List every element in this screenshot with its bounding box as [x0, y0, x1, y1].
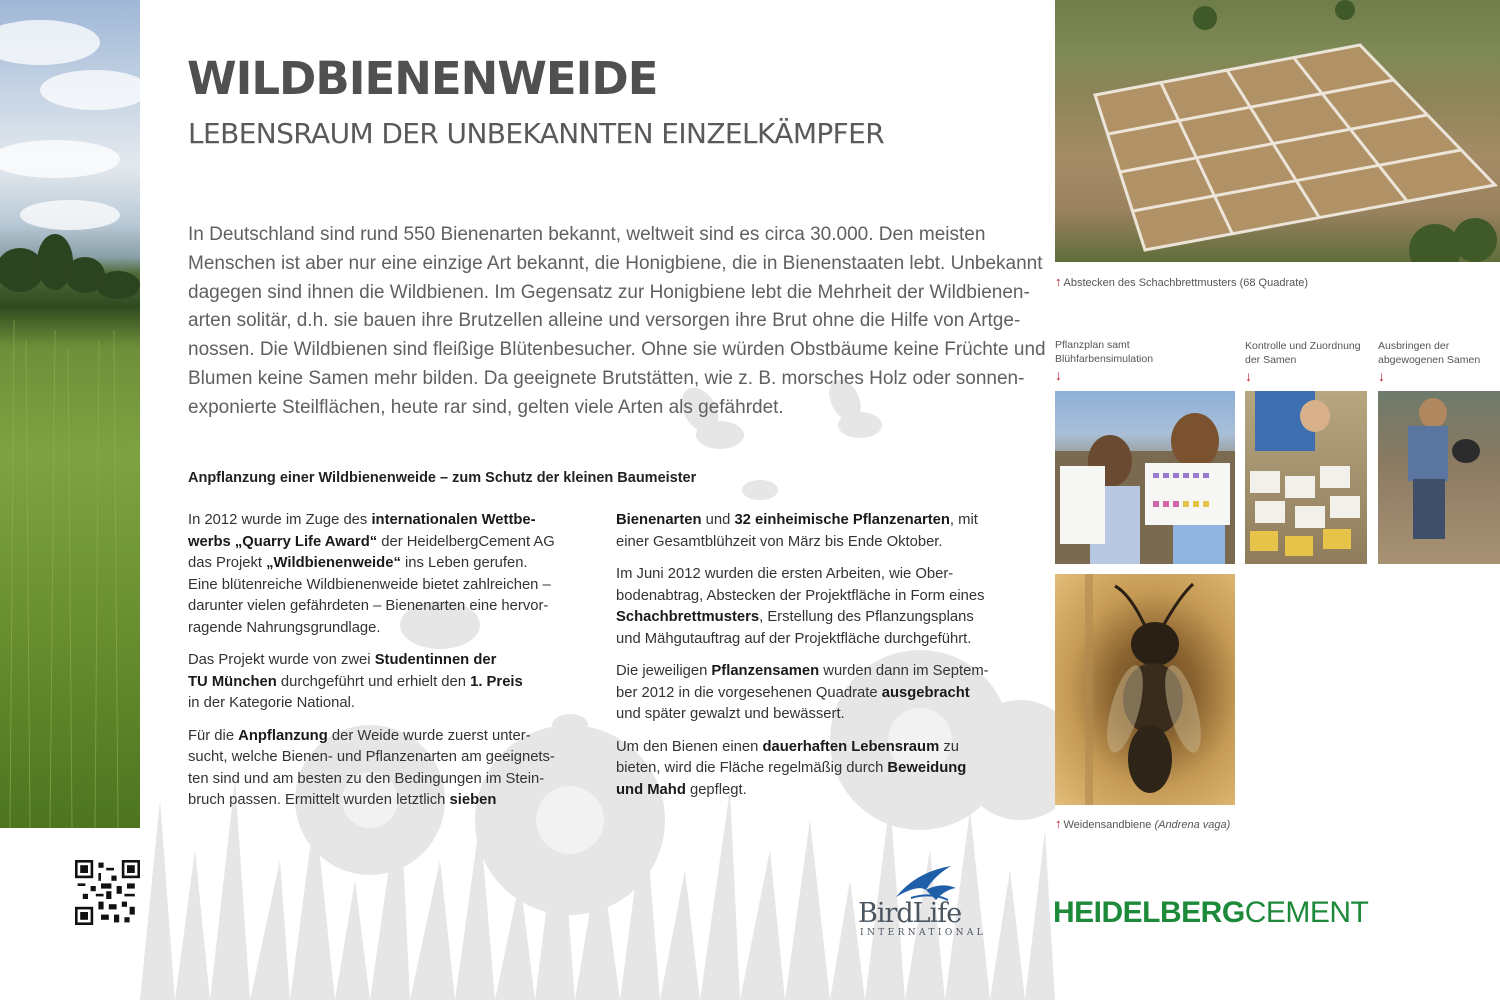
intro-line: Menschen ist aber nur eine einzige Art bekannt, die Honigbiene, die in Bienenstaaten lebt. Unbekannt: [188, 252, 1043, 274]
page-subtitle: LEBENSRAUM DER UNBEKANNTEN EINZELKÄMPFER: [188, 117, 885, 150]
students-plan-photo: [1055, 391, 1235, 564]
label-seed-sowing: Ausbringen der abgewogenen Samen ↓: [1378, 340, 1481, 384]
seed-sorting-photo: [1245, 391, 1367, 564]
intro-line: dagegen sind ihnen die Wildbienen. Im Gegensatz zur Honigbiene lebt die Mehrheit der Wildbienen-: [188, 281, 1030, 303]
arrow-down-icon: ↓: [1378, 368, 1385, 384]
intro-paragraph: [188, 221, 1046, 423]
body-column-right: [616, 510, 1036, 812]
heidelbergcement-logo: HEIDELBERGCEMENT: [1053, 896, 1369, 929]
intro-line: nossen. Die Wildbienen sind fleißige Blütenbesucher. Ohne sie würden Obstbäume keine Früchte und: [188, 339, 1046, 361]
arrow-down-icon: ↓: [1245, 368, 1252, 384]
label-seed-check: Kontrolle und Zuordnung der Samen ↓: [1245, 340, 1361, 384]
intro-line: In Deutschland sind rund 550 Bienenarten bekannt, weltweit sind es circa 30.000. Den meisten: [188, 224, 986, 245]
body-paragraph: Bienenarten und 32 einheimische Pflanzenarten, mit einer Gesamtblühzeit von März bis Ende Oktober.: [616, 512, 978, 550]
birdlife-wordmark: BirdLife: [858, 898, 962, 929]
body-paragraph: In 2012 wurde im Zuge des internationalen Wettbe- werbs „Quarry Life Award“ der HeidelbergCement AG das Projekt „Wildbienenweide“ ins Leben gerufen. Eine blütenreiche Wildbienenweide bietet zahlreichen – darunter vielen gefährdeten – Bienenarten eine hervor- ragende Nahrungsgrundlage.: [188, 512, 555, 636]
field-grid-photo: [1055, 0, 1500, 262]
body-paragraph: Die jeweiligen Pflanzensamen wurden dann im Septem- ber 2012 in die vorgesehenen Quadrate ausgebracht und später gewalzt und bewässert.: [616, 663, 989, 722]
body-paragraph: Das Projekt wurde von zwei Studentinnen der TU München durchgeführt und erhielt den 1. Preis in der Kategorie National.: [188, 652, 523, 711]
body-paragraph: Im Juni 2012 wurden die ersten Arbeiten, wie Ober- bodenabtrag, Abstecken der Projektfläche in Form eines Schachbrettmusters, Erstellung des Pflanzungsplans und Mähgutauftrag auf der Projektfläche durchgeführt.: [616, 566, 985, 647]
intro-line: Blumen keine Samen mehr bilden. Da geeignete Brutstätten, wie z. B. morsches Holz oder sonnen-: [188, 367, 1025, 389]
body-paragraph: Um den Bienen einen dauerhaften Lebensraum zu bieten, wird die Fläche regelmäßig durch Beweidung und Mahd gepflegt.: [616, 738, 967, 798]
section-heading: Anpflanzung einer Wildbienenweide – zum Schutz der kleinen Baumeister: [188, 470, 697, 486]
body-paragraph: Für die Anpflanzung der Weide wurde zuerst unter- sucht, welche Bienen- und Pflanzenarten am geeignets- ten sind und am besten zu den Bedingungen im Stein- bruch passen. Ermittelt wurden letztlich sieben: [188, 727, 555, 808]
qr-code[interactable]: [75, 860, 140, 925]
field-photo-caption: ↑ Abstecken des Schachbrettmusters (68 Quadrate): [1055, 274, 1309, 289]
bird-icon: [856, 862, 991, 902]
arrow-up-icon: ↑: [1055, 816, 1062, 831]
bee-photo-caption: ↑ Weidensandbiene (Andrena vaga): [1055, 816, 1231, 831]
body-column-left: [188, 510, 608, 823]
intro-line: arten solitär, d.h. sie bauen ihre Brutzellen alleine und versorgen ihre Brut ohne die Hilfe von Artge-: [188, 310, 1021, 332]
label-planting-plan: Pflanzplan samt Blühfarbensimulation ↓: [1055, 339, 1154, 383]
arrow-down-icon: ↓: [1055, 367, 1062, 383]
birdlife-subtitle: INTERNATIONAL: [860, 928, 987, 938]
meadow-photo: [0, 0, 140, 828]
arrow-up-icon: ↑: [1055, 274, 1062, 289]
seed-sowing-photo: [1378, 391, 1500, 564]
birdlife-logo: [856, 862, 991, 944]
page-title: WILDBIENENWEIDE: [187, 52, 658, 105]
intro-line: exponierte Steilflächen, heute rar sind, gelten viele Arten als gefährdet.: [188, 396, 784, 418]
wild-bee-photo: [1055, 574, 1235, 805]
